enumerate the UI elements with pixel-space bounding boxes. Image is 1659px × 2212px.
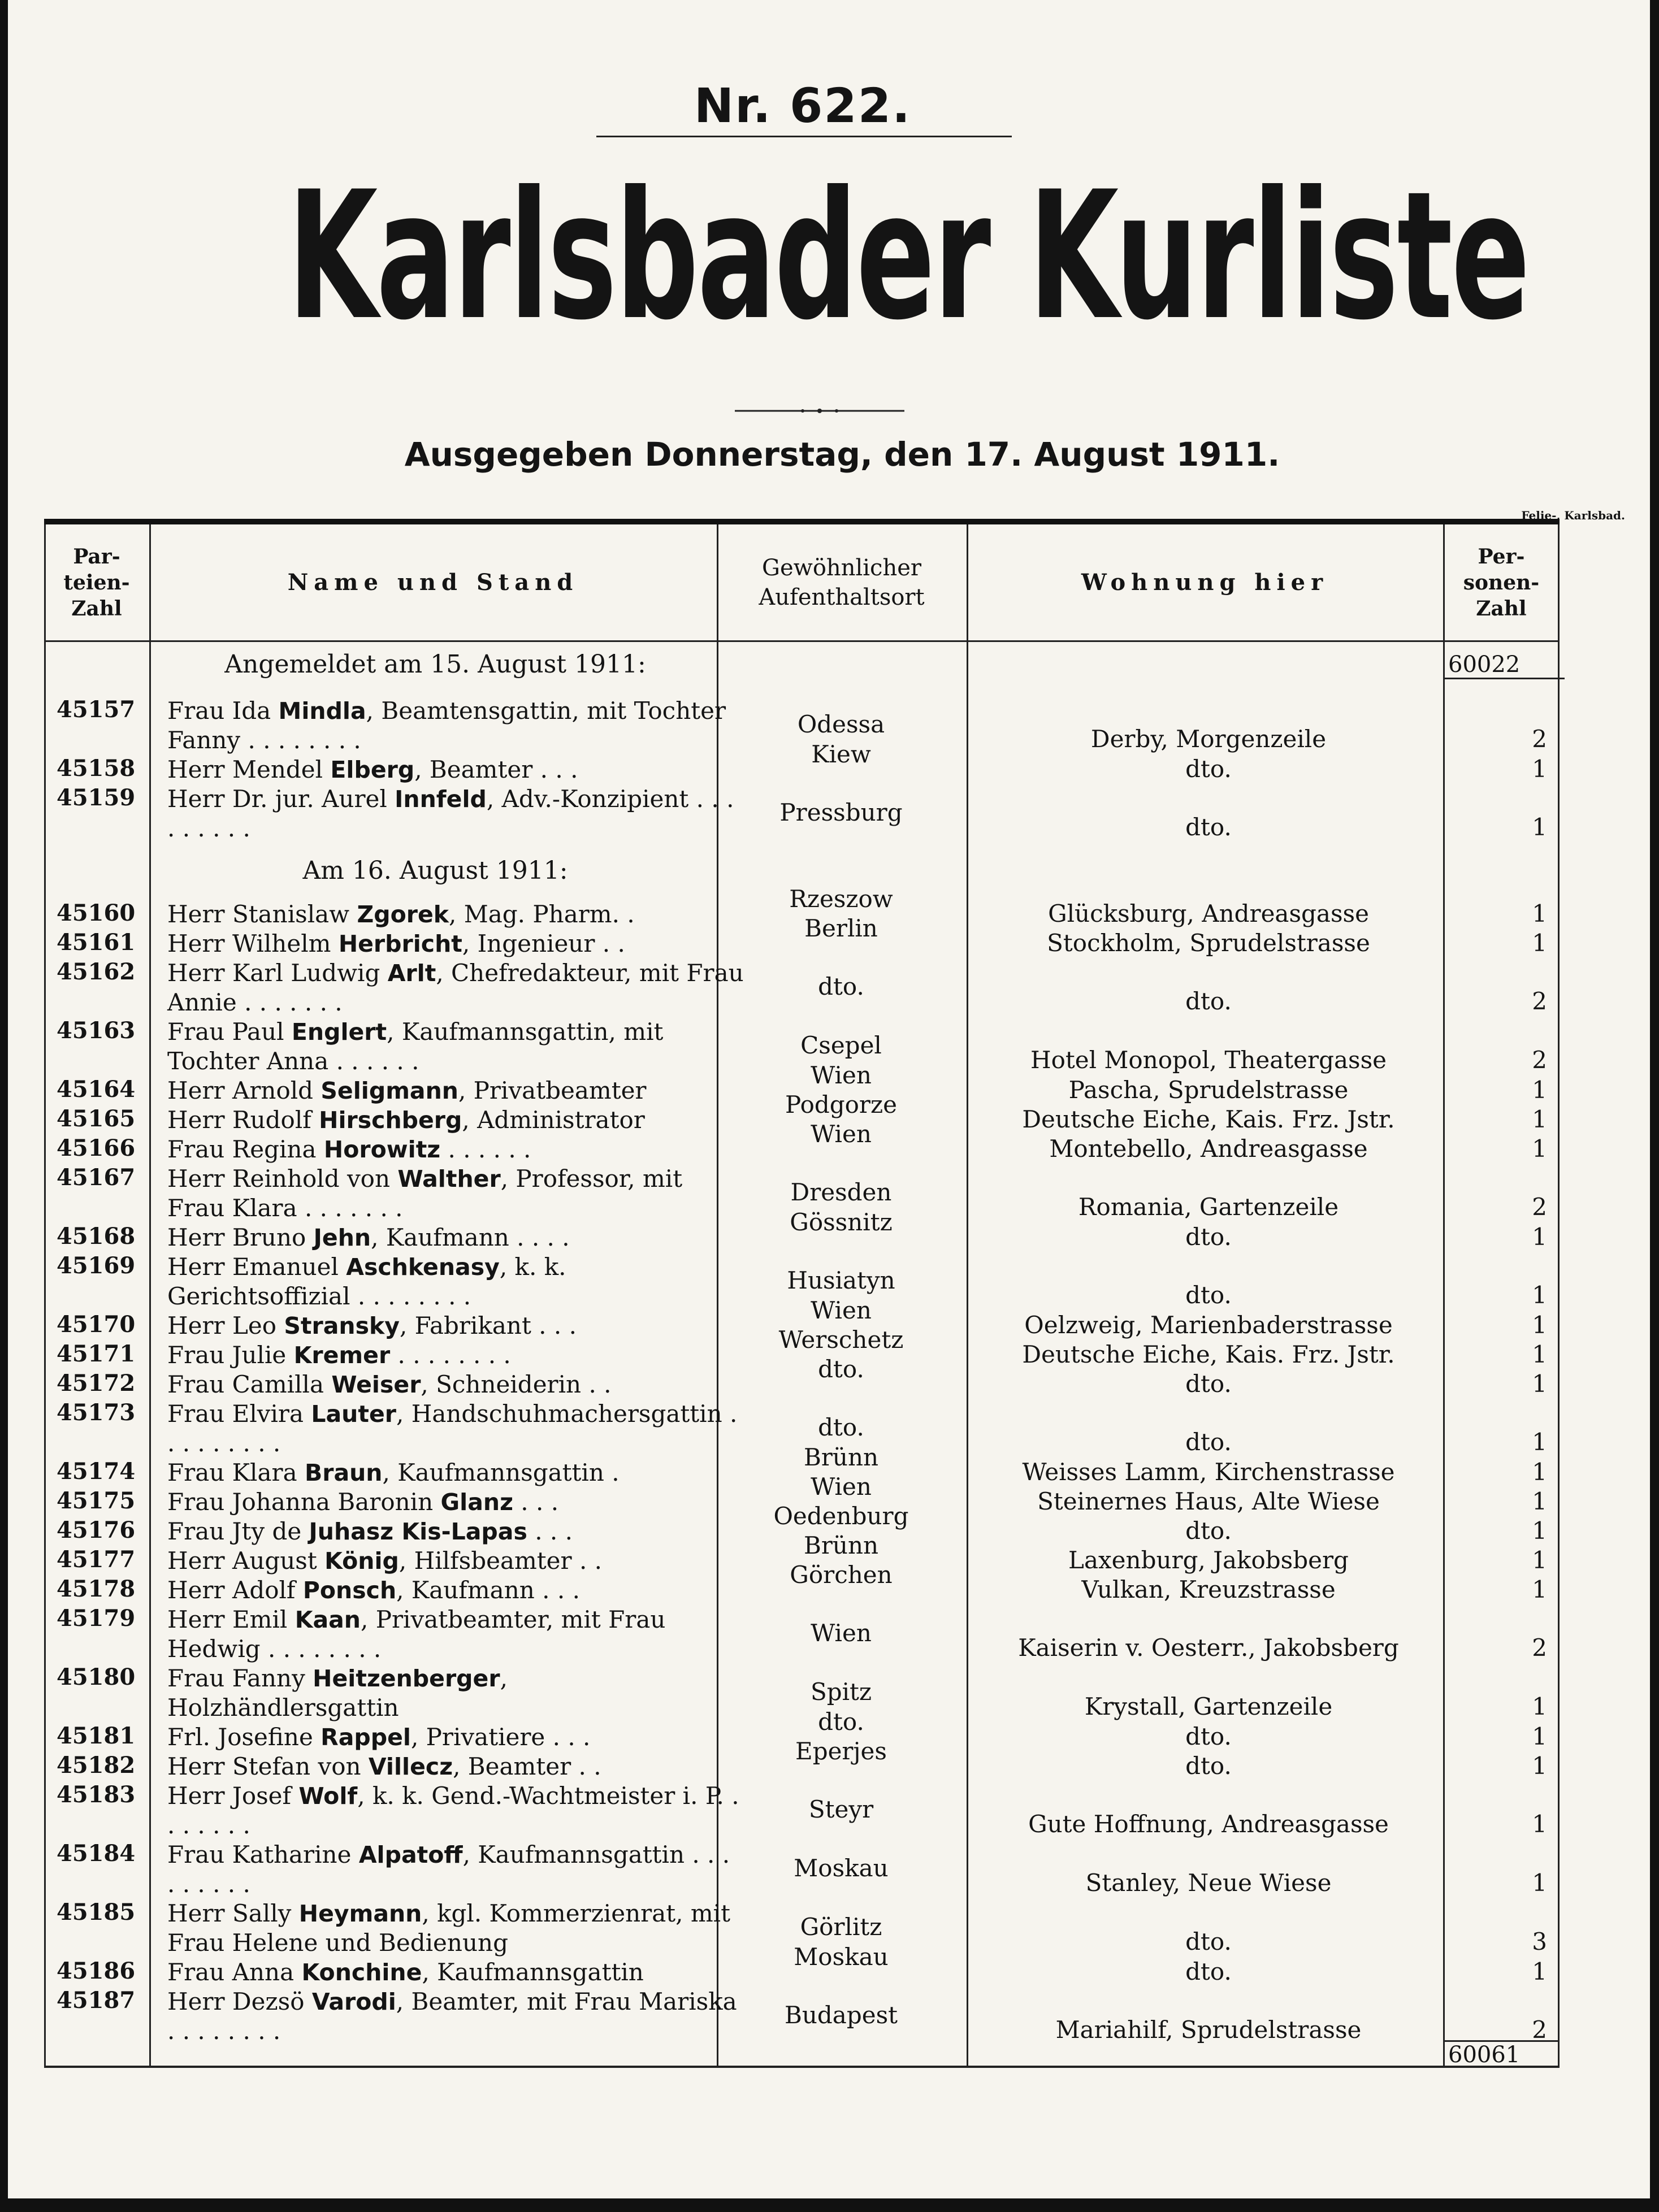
entry-name xyxy=(167,1076,744,1105)
entry-origin: Brünn xyxy=(803,1532,879,1559)
entry-origin: Podgorze xyxy=(785,1091,897,1118)
entry-name xyxy=(167,784,744,843)
entry-residence: dto. xyxy=(1185,755,1232,783)
entry-title: Herr Emil xyxy=(167,1606,295,1633)
entry-persons: 2 xyxy=(1532,1046,1547,1074)
entry-origin: Eperjes xyxy=(795,1737,887,1765)
entry-title: Frau Camilla xyxy=(167,1370,332,1398)
entry-occupation: , k. k. Gend.-Wachtmeister i. P. . . . . . . . xyxy=(167,1782,739,1839)
entry-origin: Pressburg xyxy=(779,799,903,826)
section-date: Am 16. August 1911: xyxy=(302,856,568,885)
entry-id: 45186 xyxy=(57,1958,136,1984)
entry-residence: Laxenburg, Jakobsberg xyxy=(1068,1546,1349,1574)
entry-occupation: , Administrator xyxy=(462,1106,645,1134)
entry-origin: Wien xyxy=(811,1120,872,1148)
entry-id: 45180 xyxy=(57,1664,136,1690)
entry-origin: dto. xyxy=(818,1708,864,1736)
entry-name xyxy=(167,1252,744,1311)
entry-persons: 1 xyxy=(1532,1370,1547,1398)
entry-surname: Lauter xyxy=(311,1400,396,1428)
issue-number: Nr. 622. xyxy=(694,78,912,133)
entry-name xyxy=(167,958,744,1017)
entry-name xyxy=(167,1517,744,1546)
entry-residence: dto. xyxy=(1185,1958,1232,1985)
entry-surname: Englert xyxy=(291,1018,387,1046)
entry-residence: Pascha, Sprudelstrasse xyxy=(1068,1076,1349,1104)
entry-persons: 2 xyxy=(1532,725,1547,753)
entry-surname: Elberg xyxy=(330,756,415,783)
entry-title: Frl. Josefine xyxy=(167,1723,321,1751)
entry-occupation: , Beamter . . . xyxy=(414,756,578,783)
entry-origin: Berlin xyxy=(804,914,878,942)
entry-id: 45164 xyxy=(57,1076,136,1103)
entry-persons: 1 xyxy=(1532,1487,1547,1515)
entry-persons: 1 xyxy=(1532,1223,1547,1251)
entry-name xyxy=(167,1781,744,1840)
entry-persons: 1 xyxy=(1532,1281,1547,1309)
column-header-name: Name und Stand xyxy=(287,569,579,596)
entry-title: Frau Fanny xyxy=(167,1664,313,1692)
entry-id: 45169 xyxy=(57,1252,136,1279)
entry-origin: Dresden xyxy=(790,1178,892,1206)
entry-surname: Hirschberg xyxy=(319,1107,462,1134)
entry-occupation: , Privatbeamter xyxy=(458,1077,647,1104)
entry-persons: 1 xyxy=(1532,1810,1547,1838)
scan-edge-bottom xyxy=(0,2198,1659,2212)
entry-occupation: , Kaufmann . . . . xyxy=(371,1224,570,1251)
entry-id: 45181 xyxy=(57,1723,136,1749)
entry-residence: Gute Hoffnung, Andreasgasse xyxy=(1028,1810,1389,1838)
entry-origin: Wien xyxy=(811,1619,872,1647)
entry-name xyxy=(167,900,744,929)
entry-id: 45167 xyxy=(57,1164,136,1191)
entry-id: 45158 xyxy=(57,755,136,782)
section-date: Angemeldet am 15. August 1911: xyxy=(224,650,646,679)
entry-name xyxy=(167,1399,744,1458)
entry-id: 45171 xyxy=(57,1341,136,1367)
entry-persons: 1 xyxy=(1532,1546,1547,1574)
column-header-parteien: Par- teien- Zahl xyxy=(63,544,130,621)
entry-id: 45179 xyxy=(57,1605,136,1632)
entry-persons: 1 xyxy=(1532,1105,1547,1133)
entry-residence: Kaiserin v. Oesterr., Jakobsberg xyxy=(1018,1634,1399,1662)
entry-origin: Wien xyxy=(811,1473,872,1500)
entry-name xyxy=(167,1546,744,1576)
entry-name xyxy=(167,1576,744,1605)
entry-residence: Hotel Monopol, Theatergasse xyxy=(1030,1046,1387,1074)
entry-residence: Stanley, Neue Wiese xyxy=(1085,1869,1332,1897)
entry-origin: dto. xyxy=(818,1413,864,1441)
entry-title: Herr Sally xyxy=(167,1899,299,1927)
entry-origin: Kiew xyxy=(811,740,871,768)
entry-origin: dto. xyxy=(818,973,864,1000)
entry-residence: dto. xyxy=(1185,813,1232,841)
entry-residence: dto. xyxy=(1185,1281,1232,1309)
entry-persons: 1 xyxy=(1532,1723,1547,1750)
entry-residence: Glücksburg, Andreasgasse xyxy=(1048,900,1369,927)
entry-name xyxy=(167,1899,744,1957)
entry-origin: Oedenburg xyxy=(773,1502,909,1530)
column-header-persons: Per- sonen- Zahl xyxy=(1463,544,1540,621)
entry-id: 45166 xyxy=(57,1135,136,1161)
entry-occupation: . . . xyxy=(527,1517,573,1545)
entry-title: Frau Johanna Baronin xyxy=(167,1488,441,1516)
entry-surname: Innfeld xyxy=(395,786,487,813)
entry-title: Herr Rudolf xyxy=(167,1106,319,1134)
entry-name xyxy=(167,1458,744,1487)
entry-surname: Kremer xyxy=(293,1342,391,1369)
entry-occupation: , Professor, mit Frau Klara . . . . . . . xyxy=(167,1165,683,1222)
entry-origin: Görlitz xyxy=(800,1913,882,1941)
entry-title: Herr Mendel xyxy=(167,756,331,783)
entry-id: 45175 xyxy=(57,1487,136,1514)
entry-persons: 1 xyxy=(1532,1428,1547,1456)
entry-persons: 1 xyxy=(1532,1341,1547,1368)
entry-residence: dto. xyxy=(1185,1517,1232,1545)
entry-occupation: , Ingenieur . . xyxy=(462,930,625,957)
entry-name xyxy=(167,1987,744,2045)
entry-surname: Villecz xyxy=(368,1753,453,1780)
entry-persons: 1 xyxy=(1532,813,1547,841)
entry-residence: dto. xyxy=(1185,987,1232,1015)
entry-name xyxy=(167,1664,744,1722)
printer-mark: Felie-, Karlsbad. xyxy=(1521,509,1625,522)
entry-name xyxy=(167,696,744,754)
entry-persons: 2 xyxy=(1532,987,1547,1015)
entry-origin: Wien xyxy=(811,1061,872,1089)
entry-persons: 1 xyxy=(1532,1693,1547,1720)
entry-occupation: , Fabrikant . . . xyxy=(399,1312,577,1339)
entry-title: Herr Karl Ludwig xyxy=(167,959,388,987)
entry-id: 45168 xyxy=(57,1223,136,1250)
entry-title: Frau Elvira xyxy=(167,1400,311,1428)
entry-surname: Weiser xyxy=(331,1371,421,1398)
header-rule xyxy=(44,640,1560,642)
entry-name xyxy=(167,1487,744,1517)
entry-occupation: , Beamtensgattin, mit Tochter Fanny . . . . . . . . xyxy=(167,697,726,754)
entry-occupation: , Beamter, mit Frau Mariska . . . . . . . . xyxy=(167,1988,737,2045)
entry-persons: 1 xyxy=(1532,929,1547,957)
entry-occupation: , Kaufmannsgattin, mit Tochter Anna . . . . . . xyxy=(167,1018,664,1075)
entry-residence: Oelzweig, Marienbaderstrasse xyxy=(1024,1311,1393,1339)
entry-occupation: , Hilfsbeamter . . xyxy=(398,1547,603,1575)
entry-surname: Braun xyxy=(304,1459,383,1486)
entry-id: 45163 xyxy=(57,1017,136,1044)
entry-persons: 2 xyxy=(1532,1634,1547,1662)
entry-residence: Weisses Lamm, Kirchenstrasse xyxy=(1022,1458,1395,1486)
entry-surname: Kaan xyxy=(294,1606,361,1633)
entry-origin: dto. xyxy=(818,1355,864,1383)
entry-name xyxy=(167,1752,744,1781)
issue-date: Ausgegeben Donnerstag, den 17. August 1911. xyxy=(404,435,1280,474)
entry-occupation: , Chefredakteur, mit Frau Annie . . . . . . . xyxy=(167,959,744,1016)
entry-surname: Horowitz xyxy=(323,1136,441,1163)
entry-surname: Wolf xyxy=(298,1782,358,1810)
entry-persons: 2 xyxy=(1532,1193,1547,1221)
entry-title: Herr Adolf xyxy=(167,1576,303,1604)
entry-id: 45170 xyxy=(57,1311,136,1338)
entry-persons: 1 xyxy=(1532,1311,1547,1339)
entry-title: Frau Katharine xyxy=(167,1841,359,1868)
entry-origin: Moskau xyxy=(794,1854,889,1882)
entry-id: 45187 xyxy=(57,1987,136,2014)
entry-surname: Walther xyxy=(397,1165,501,1192)
entry-surname: Alpatoff xyxy=(358,1841,463,1868)
entry-occupation: , Kaufmann . . . xyxy=(396,1576,580,1604)
entry-origin: Csepel xyxy=(800,1031,882,1059)
entry-residence: dto. xyxy=(1185,1223,1232,1251)
entry-id: 45173 xyxy=(57,1399,136,1426)
entry-surname: König xyxy=(324,1547,399,1575)
entry-occupation: . . . xyxy=(513,1488,559,1516)
entry-occupation: , k. k. Gerichtsoffizial . . . . . . . . xyxy=(167,1253,566,1310)
column-divider xyxy=(149,524,151,2066)
entry-name xyxy=(167,1223,744,1252)
entry-title: Herr Stanislaw xyxy=(167,900,357,928)
entry-persons: 1 xyxy=(1532,1135,1547,1163)
entry-id: 45165 xyxy=(57,1105,136,1132)
scan-edge-left xyxy=(0,0,8,2212)
entry-id: 45185 xyxy=(57,1899,136,1925)
entry-residence: Steinernes Haus, Alte Wiese xyxy=(1037,1487,1380,1515)
entry-origin: Brünn xyxy=(803,1443,879,1471)
entry-residence: dto. xyxy=(1185,1370,1232,1398)
entry-occupation: . . . . . . . . xyxy=(390,1341,511,1369)
entry-name xyxy=(167,1341,744,1370)
entry-origin: Görchen xyxy=(790,1561,893,1589)
entry-name xyxy=(167,1723,744,1752)
entry-surname: Juhasz Kis-Lapas xyxy=(309,1518,527,1545)
entry-name xyxy=(167,1958,744,1987)
entry-residence: dto. xyxy=(1185,1928,1232,1955)
entry-occupation: , Privatiere . . . xyxy=(410,1723,591,1751)
entry-persons: 1 xyxy=(1532,1576,1547,1603)
entry-id: 45157 xyxy=(57,696,136,723)
entry-persons: 1 xyxy=(1532,1752,1547,1780)
entry-title: Frau Julie xyxy=(167,1341,294,1369)
entry-occupation: , Holzhändlersgattin xyxy=(167,1664,508,1721)
entry-title: Herr Emanuel xyxy=(167,1253,346,1281)
entry-title: Herr Dezsö xyxy=(167,1988,312,2015)
entry-id: 45174 xyxy=(57,1458,136,1485)
entry-id: 45160 xyxy=(57,900,136,926)
entry-title: Herr Reinhold von xyxy=(167,1165,398,1192)
entry-surname: Heitzenberger xyxy=(313,1665,500,1692)
entry-name xyxy=(167,1370,744,1399)
entry-id: 45184 xyxy=(57,1840,136,1867)
entry-id: 45177 xyxy=(57,1546,136,1573)
entry-persons: 1 xyxy=(1532,755,1547,783)
entry-surname: Glanz xyxy=(440,1489,513,1516)
entry-surname: Rappel xyxy=(320,1724,411,1751)
entry-title: Herr Dr. jur. Aurel xyxy=(167,785,395,813)
entry-origin: Steyr xyxy=(808,1795,874,1823)
entry-name xyxy=(167,1135,744,1164)
entry-surname: Konchine xyxy=(301,1959,422,1986)
entry-title: Herr Stefan von xyxy=(167,1753,369,1780)
entry-occupation: , Kaufmannsgattin xyxy=(422,1958,644,1986)
entry-origin: Spitz xyxy=(810,1678,872,1706)
ornament-divider xyxy=(735,408,904,414)
column-divider xyxy=(967,524,968,2066)
entry-occupation: , Adv.-Konzipient . . . . . . . . . xyxy=(167,785,734,842)
entry-origin: Odessa xyxy=(797,710,885,738)
entry-name xyxy=(167,755,744,784)
entry-name xyxy=(167,1017,744,1075)
entry-id: 45161 xyxy=(57,929,136,956)
entry-residence: Romania, Gartenzeile xyxy=(1078,1193,1339,1221)
page-title: Karlsbader Kurliste xyxy=(287,153,1529,359)
entry-persons: 1 xyxy=(1532,1458,1547,1486)
entry-occupation: , Mag. Pharm. . xyxy=(449,900,635,928)
entry-residence: Stockholm, Sprudelstrasse xyxy=(1047,929,1370,957)
entry-name xyxy=(167,1164,744,1222)
entry-id: 45183 xyxy=(57,1781,136,1808)
entry-surname: Stransky xyxy=(284,1312,400,1339)
entry-surname: Seligmann xyxy=(320,1077,458,1104)
entry-residence: Deutsche Eiche, Kais. Frz. Jstr. xyxy=(1022,1105,1395,1133)
entry-title: Herr Leo xyxy=(167,1312,284,1339)
entry-surname: Herbricht xyxy=(338,930,462,957)
entry-surname: Jehn xyxy=(313,1224,371,1251)
entry-title: Frau Regina xyxy=(167,1135,324,1163)
table-border-left xyxy=(44,524,46,2066)
entry-persons: 1 xyxy=(1532,1958,1547,1985)
entry-residence: Derby, Morgenzeile xyxy=(1090,725,1327,753)
entry-origin: Werschetz xyxy=(778,1326,904,1354)
entry-title: Frau Anna xyxy=(167,1958,302,1986)
entry-surname: Arlt xyxy=(387,960,436,987)
entry-title: Herr Bruno xyxy=(167,1224,314,1251)
entry-surname: Varodi xyxy=(311,1988,396,2015)
entry-title: Herr Arnold xyxy=(167,1077,321,1104)
entry-persons: 3 xyxy=(1532,1928,1547,1955)
entry-origin: Wien xyxy=(811,1296,872,1324)
entry-id: 45182 xyxy=(57,1752,136,1779)
entry-residence: Mariahilf, Sprudelstrasse xyxy=(1055,2016,1362,2044)
entry-surname: Heymann xyxy=(298,1900,422,1927)
carried-total: 60022 xyxy=(1443,652,1565,679)
entry-occupation: , Kaufmannsgattin . . . . . . . . . xyxy=(167,1841,730,1898)
entry-id: 45159 xyxy=(57,784,136,811)
entry-residence: Deutsche Eiche, Kais. Frz. Jstr. xyxy=(1022,1341,1395,1368)
entry-id: 45172 xyxy=(57,1370,136,1396)
entry-occupation: . . . . . . xyxy=(440,1135,531,1163)
entry-title: Frau Klara xyxy=(167,1459,305,1486)
entry-persons: 1 xyxy=(1532,1869,1547,1897)
entry-surname: Aschkenasy xyxy=(346,1254,500,1281)
entry-title: Frau Ida xyxy=(167,697,279,725)
entry-title: Herr Wilhelm xyxy=(167,930,339,957)
entry-occupation: , Schneiderin . . xyxy=(421,1370,612,1398)
entry-persons: 2 xyxy=(1532,2016,1547,2044)
entry-residence: dto. xyxy=(1185,1723,1232,1750)
entry-name xyxy=(167,1840,744,1898)
entry-origin: Rzeszow xyxy=(789,885,893,913)
entry-occupation: , kgl. Kommerzienrat, mit Frau Helene und Bedienung xyxy=(167,1899,730,1957)
entry-occupation: , Beamter . . xyxy=(453,1753,601,1780)
entry-surname: Zgorek xyxy=(357,901,449,928)
entry-residence: Montebello, Andreasgasse xyxy=(1049,1135,1368,1163)
entry-surname: Mindla xyxy=(278,697,366,725)
entry-title: Herr August xyxy=(167,1547,325,1575)
final-total: 60061 xyxy=(1443,2040,1559,2068)
entry-origin: Moskau xyxy=(794,1943,889,1971)
entry-occupation: , Kaufmannsgattin . xyxy=(382,1459,620,1486)
entry-persons: 1 xyxy=(1532,1076,1547,1104)
entry-persons: 1 xyxy=(1532,900,1547,927)
entry-surname: Ponsch xyxy=(302,1577,397,1604)
entry-residence: Krystall, Gartenzeile xyxy=(1084,1693,1333,1720)
entry-title: Herr Josef xyxy=(167,1782,299,1810)
entry-name xyxy=(167,1105,744,1135)
entry-origin: Budapest xyxy=(784,2001,898,2029)
column-header-origin: Gewöhnlicher Aufenthaltsort xyxy=(759,554,925,610)
column-header-residence: Wohnung hier xyxy=(1081,569,1329,596)
entry-id: 45162 xyxy=(57,958,136,985)
scan-edge-right xyxy=(1650,0,1659,2212)
entry-residence: dto. xyxy=(1185,1428,1232,1456)
entry-origin: Husiatyn xyxy=(787,1267,895,1294)
entry-id: 45178 xyxy=(57,1576,136,1602)
issue-number-rule xyxy=(596,136,1012,137)
entry-residence: Vulkan, Kreuzstrasse xyxy=(1081,1576,1336,1603)
entry-occupation: , Handschuhmachersgattin . . . . . . . . . xyxy=(167,1400,738,1457)
entry-persons: 1 xyxy=(1532,1517,1547,1545)
table-border-right xyxy=(1558,524,1560,2066)
entry-name xyxy=(167,1605,744,1663)
entry-id: 45176 xyxy=(57,1517,136,1543)
entry-name xyxy=(167,1311,744,1341)
entry-origin: Gössnitz xyxy=(790,1208,893,1236)
entry-title: Frau Jty de xyxy=(167,1517,309,1545)
entry-residence: dto. xyxy=(1185,1752,1232,1780)
entry-name xyxy=(167,929,744,958)
entry-title: Frau Paul xyxy=(167,1018,292,1046)
entry-occupation: , Privatbeamter, mit Frau Hedwig . . . . . . . . xyxy=(167,1606,666,1663)
